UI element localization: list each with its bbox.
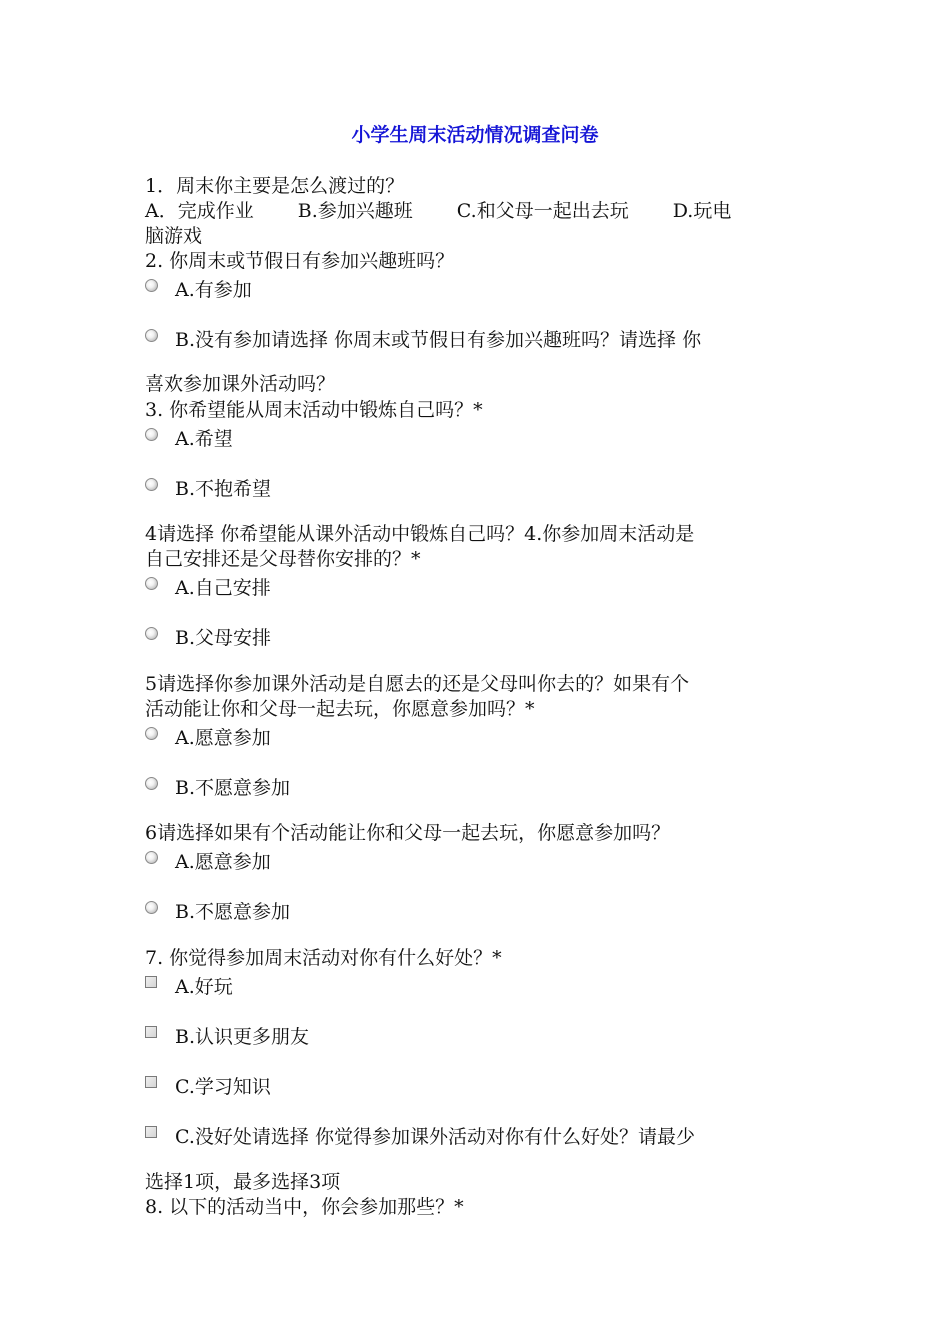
q1-question: 1．周末你主要是怎么渡过的？	[145, 175, 405, 197]
option-label: B.不愿意参加	[175, 901, 291, 923]
option-label: A.愿意参加	[175, 727, 271, 749]
radio-button-icon[interactable]	[145, 727, 158, 740]
q7-option-b[interactable]	[145, 1025, 309, 1050]
option-label: B.父母安排	[175, 627, 272, 649]
checkbox-icon[interactable]	[145, 976, 157, 988]
option-label: A.自己安排	[175, 577, 271, 599]
q2-tail: 喜欢参加课外活动吗？	[145, 373, 336, 395]
q5-question-line2: 活动能让你和父母一起去玩，你愿意参加吗？*	[145, 698, 535, 720]
q7-option-a[interactable]	[145, 975, 233, 1000]
q6-option-a[interactable]	[145, 850, 271, 875]
option-label: C.没好处请选择 你觉得参加课外活动对你有什么好处？请最少	[175, 1126, 695, 1148]
radio-button-icon[interactable]	[145, 627, 158, 640]
radio-button-icon[interactable]	[145, 329, 158, 342]
q1-options-wrap: 脑游戏	[145, 225, 203, 247]
option-label: B.认识更多朋友	[175, 1026, 310, 1048]
radio-button-icon[interactable]	[145, 901, 158, 914]
option-label: B.没有参加请选择 你周末或节假日有参加兴趣班吗？请选择 你	[175, 329, 702, 351]
q7-tail: 选择1项，最多选择3项	[145, 1171, 341, 1193]
option-label: C.学习知识	[175, 1076, 271, 1098]
checkbox-icon[interactable]	[145, 1076, 157, 1088]
q6-question: 6请选择如果有个活动能让你和父母一起去玩，你愿意参加吗？	[145, 822, 671, 844]
q4-question-line2: 自己安排还是父母替你安排的？*	[145, 548, 421, 570]
option-label: A.愿意参加	[175, 851, 271, 873]
checkbox-icon[interactable]	[145, 1126, 157, 1138]
radio-button-icon[interactable]	[145, 851, 158, 864]
option-label: A.有参加	[175, 279, 252, 301]
q4-option-b[interactable]	[145, 626, 271, 651]
q3-option-b[interactable]	[145, 477, 271, 502]
q7-question: 7. 你觉得参加周末活动对你有什么好处？*	[145, 947, 502, 969]
q3-option-a[interactable]	[145, 427, 233, 452]
q7-option-c[interactable]	[145, 1075, 271, 1100]
checkbox-icon[interactable]	[145, 1026, 157, 1038]
q3-question: 3. 你希望能从周末活动中锻炼自己吗？*	[145, 399, 483, 421]
q5-option-a[interactable]	[145, 726, 271, 751]
q5-option-b[interactable]	[145, 776, 290, 801]
q4-option-a[interactable]	[145, 576, 271, 601]
option-label: A.好玩	[175, 976, 233, 998]
survey-title: 小学生周末活动情况调查问卷	[351, 124, 599, 146]
option-label: B.不抱希望	[175, 478, 272, 500]
radio-button-icon[interactable]	[145, 577, 158, 590]
q2-question: 2. 你周末或节假日有参加兴趣班吗？	[145, 250, 455, 272]
q8-question: 8. 以下的活动当中，你会参加那些？*	[145, 1196, 464, 1218]
radio-button-icon[interactable]	[145, 428, 158, 441]
option-label: A.希望	[175, 428, 233, 450]
radio-button-icon[interactable]	[145, 279, 158, 292]
radio-button-icon[interactable]	[145, 478, 158, 491]
q7-option-d[interactable]	[145, 1125, 695, 1150]
q4-question-line1: 4请选择 你希望能从课外活动中锻炼自己吗？4.你参加周末活动是	[145, 523, 695, 545]
option-label: B.不愿意参加	[175, 777, 291, 799]
q2-option-a[interactable]	[145, 278, 252, 303]
q1-options: A．完成作业 B.参加兴趣班 C.和父母一起出去玩 D.玩电	[145, 200, 732, 222]
q6-option-b[interactable]	[145, 900, 290, 925]
q2-option-b[interactable]	[145, 328, 701, 353]
q5-question-line1: 5请选择你参加课外活动是自愿去的还是父母叫你去的？如果有个	[145, 673, 690, 695]
radio-button-icon[interactable]	[145, 777, 158, 790]
